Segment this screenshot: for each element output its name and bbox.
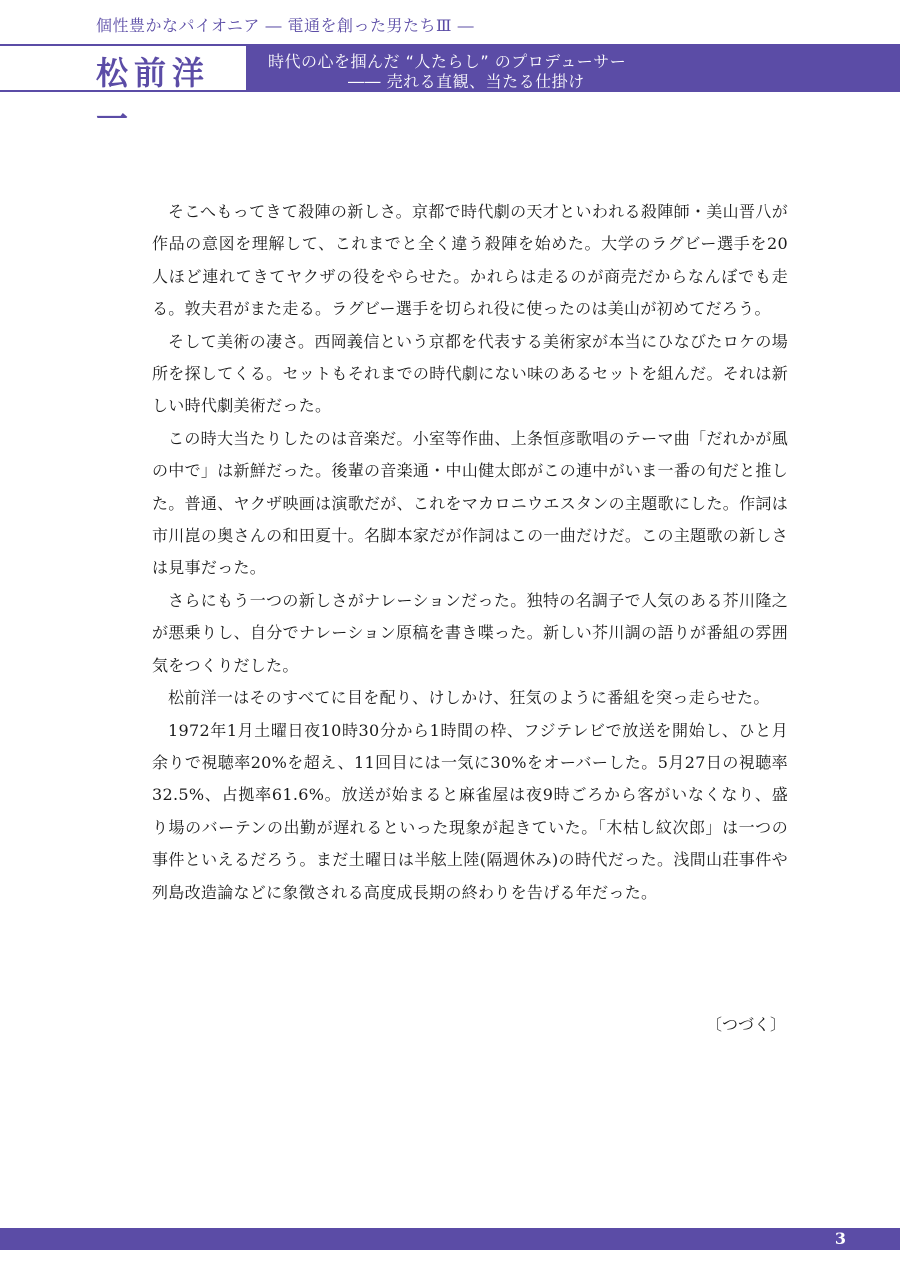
series-title: 個性豊かなパイオニア ― 電通を創った男たちⅢ ―	[96, 16, 475, 35]
page-number: 3	[834, 1229, 846, 1248]
paragraph: 1972年1月土曜日夜10時30分から1時間の枠、フジテレビで放送を開始し、ひと月余りで視聴率20%を超え、11回目には一気に30%をオーバーした。5月27日の視聴率32.5%、占拠率61.6%。放送が始まると麻雀屋は夜9時ごろから客がいなくなり、盛り場のバーテンの出勤が遅れるといった現象が起きていた。「木枯し紋次郎」は一つの事件といえるだろう。まだ土曜日は半舷上陸(隔週休み)の時代だった。浅間山荘事件や列島改造論などに象徴される高度成長期の終わりを告げる年だった。	[152, 720, 788, 902]
person-name: 松前洋一	[96, 54, 211, 138]
article-body	[152, 196, 788, 909]
subtitle-line-2: ―― 売れる直観、当たる仕掛け	[348, 72, 585, 91]
paragraph: この時大当たりしたのは音楽だ。小室等作曲、上条恒彦歌唱のテーマ曲「だれかが風の中で」は新鮮だった。後輩の音楽通・中山健太郎がこの連中がいま一番の旬だと推した。普通、ヤクザ映画は演歌だが、これをマカロニウエスタンの主題歌にした。作詞は市川崑の奥さんの和田夏十。名脚本家だが作詞はこの一曲だけだ。この主題歌の新しさは見事だった。	[152, 428, 788, 578]
to-be-continued: 〔つづく〕	[705, 1015, 786, 1034]
paragraph: さらにもう一つの新しさがナレーションだった。独特の名調子で人気のある芥川隆之が悪乗りし、自分でナレーション原稿を書き喋った。新しい芥川調の語りが番組の雰囲気をつくりだした。	[152, 590, 788, 675]
paragraph: そこへもってきて殺陣の新しさ。京都で時代劇の天才といわれる殺陣師・美山晋八が作品の意図を理解して、これまでと全く違う殺陣を始めた。大学のラグビー選手を20人ほど連れてきてヤクザの役をやらせた。かれらは走るのが商売だからなんぼでも走る。敦夫君がまた走る。ラグビー選手を切られ役に使ったのは美山が初めてだろう。	[152, 202, 788, 319]
paragraph: 松前洋一はそのすべてに目を配り、けしかけ、狂気のように番組を突っ走らせた。	[168, 688, 770, 708]
header-banner	[0, 44, 900, 138]
name-panel	[0, 46, 248, 138]
subtitle-panel	[248, 46, 900, 90]
paragraph: そして美術の凄さ。西岡義信という京都を代表する美術家が本当にひなびたロケの場所を探してくる。セットもそれまでの時代劇にない味のあるセットを組んだ。それは新しい時代劇美術だった。	[152, 331, 788, 416]
footer-bar	[0, 1228, 900, 1250]
subtitle-line-1: 時代の心を掴んだ “人たらし” のプロデューサー	[268, 52, 627, 71]
